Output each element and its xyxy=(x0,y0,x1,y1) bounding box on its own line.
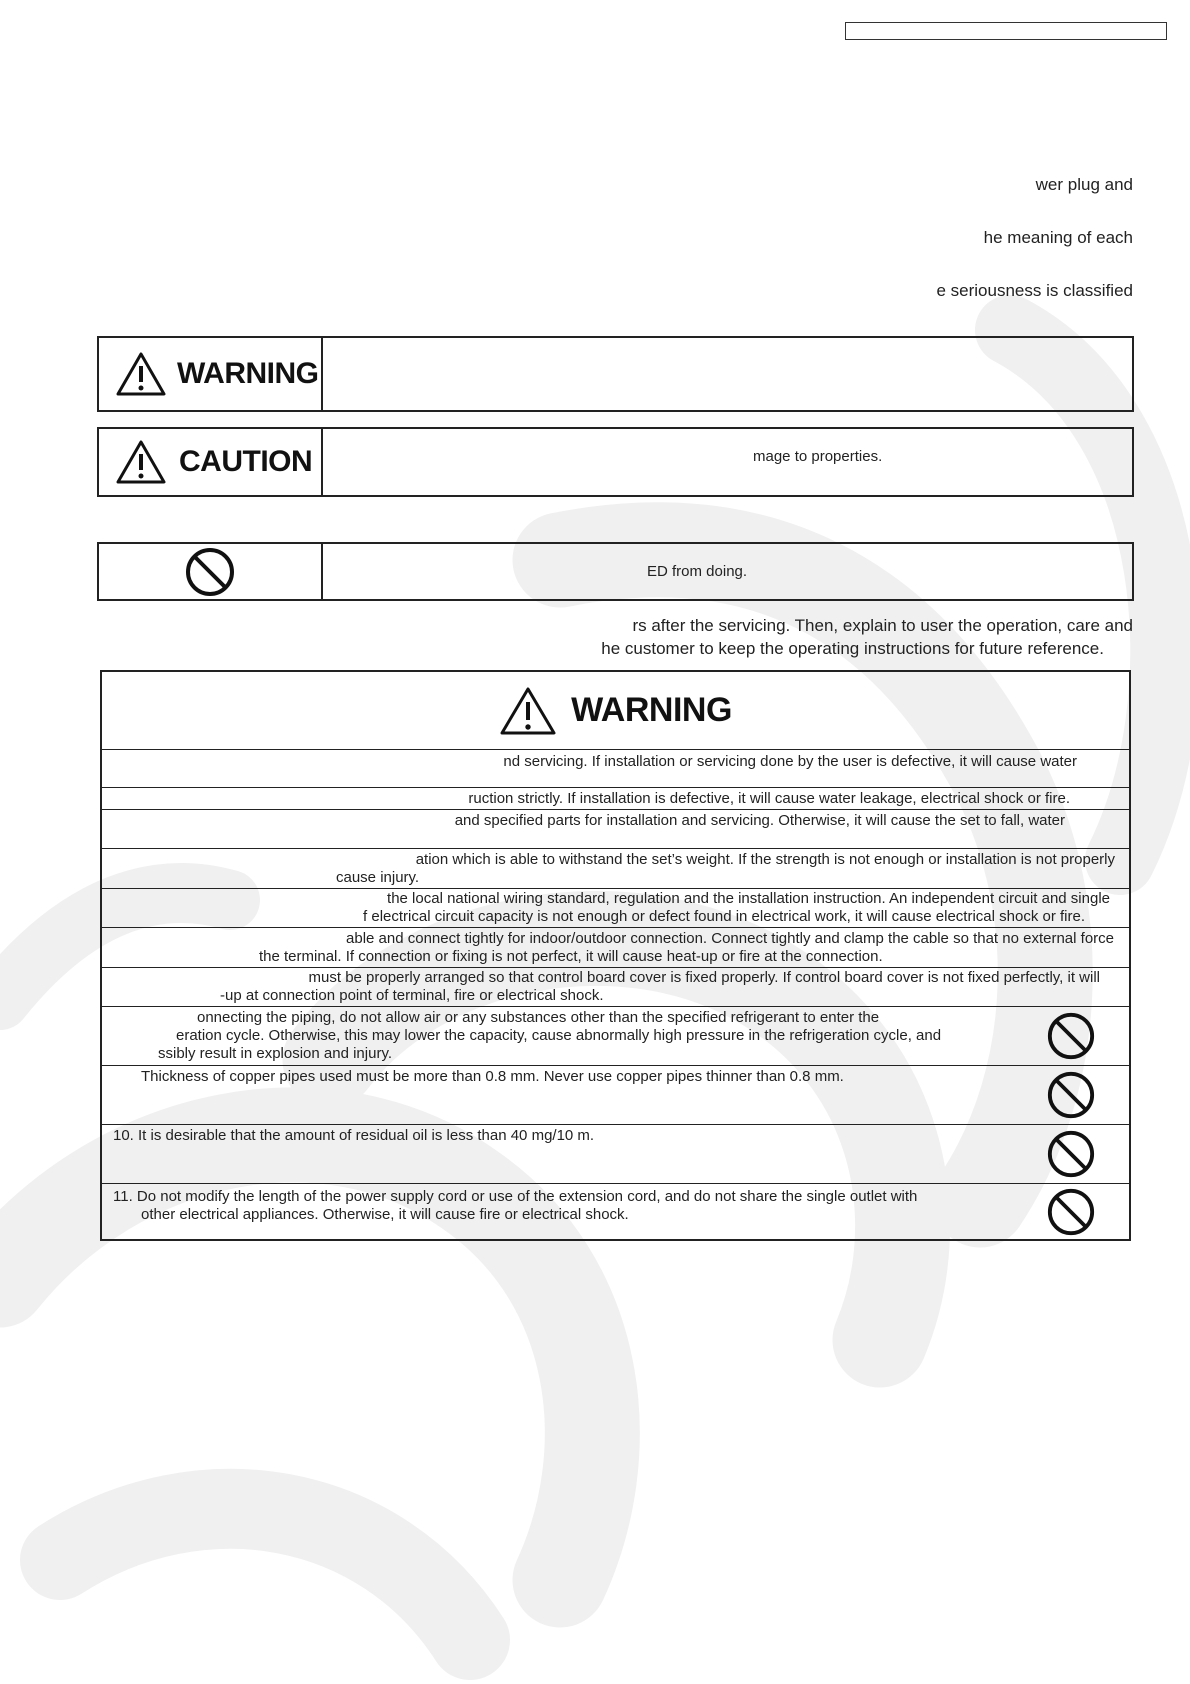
warning-triangle-icon xyxy=(115,351,167,397)
prohibition-icon xyxy=(1046,1070,1096,1120)
warning-row-7 xyxy=(102,968,1129,1007)
prohibition-icon xyxy=(1046,1011,1096,1061)
caution-label: CAUTION xyxy=(179,445,313,478)
header-box xyxy=(845,22,1167,40)
warning-row-5 xyxy=(102,889,1129,928)
prohibited-symbol-cell xyxy=(99,544,323,599)
caution-text: mage to properties. xyxy=(753,448,883,465)
warning-row-1 xyxy=(102,749,1129,788)
caution-description xyxy=(321,429,1132,495)
warning-row-8 xyxy=(102,1007,1129,1066)
caution-symbol-box xyxy=(97,427,1134,497)
note-line-2: he customer to keep the operating instructions for future reference. xyxy=(601,639,1104,658)
warning-row-10-line-1: 10. It is desirable that the amount of residual oil is less than 40 mg/10 m. xyxy=(113,1127,595,1144)
warning-triangle-icon xyxy=(499,686,557,736)
warning-row-7-line-2: -up at connection point of terminal, fire or electrical shock. xyxy=(220,987,604,1004)
warning-row-6 xyxy=(102,928,1129,968)
prohibition-icon xyxy=(1046,1187,1096,1237)
note-line-1: rs after the servicing. Then, explain to user the operation, care and xyxy=(632,616,1133,635)
warning-row-11-line-1: 11. Do not modify the length of the power supply cord or use of the extension cord, and do not share the single outlet with xyxy=(113,1188,918,1205)
warning-row-11-line-2: other electrical appliances. Otherwise, it will cause fire or electrical shock. xyxy=(141,1206,629,1223)
warning-label: WARNING xyxy=(177,357,319,390)
warning-row-9 xyxy=(102,1066,1129,1125)
warning-row-4-line-1: ation which is able to withstand the set’s weight. If the strength is not enough or installation is not properly xyxy=(415,851,1115,868)
prohibited-symbol-box xyxy=(97,542,1134,601)
warning-row-6-line-2: the terminal. If connection or fixing is not perfect, it will cause heat-up or fire at the connection. xyxy=(259,948,883,965)
warning-symbol-box xyxy=(97,336,1134,412)
prohibited-description xyxy=(321,544,1132,599)
prohibition-icon xyxy=(184,546,236,598)
warning-row-4-line-2: cause injury. xyxy=(336,869,420,886)
warning-row-8-line-1: onnecting the piping, do not allow air or any substances other than the specified refrigerant to enter the xyxy=(197,1009,880,1026)
warning-row-6-line-1: able and connect tightly for indoor/outdoor connection. Connect tightly and clamp the cable so that no external force xyxy=(346,930,1114,947)
warning-row-5-line-1: the local national wiring standard, regulation and the installation instruction. An independent circuit and single xyxy=(387,890,1110,907)
warning-row-10 xyxy=(102,1125,1129,1184)
warning-row-2 xyxy=(102,788,1129,810)
warning-table-header xyxy=(102,672,1129,750)
warning-row-4 xyxy=(102,849,1129,889)
caution-symbol-cell xyxy=(99,429,323,495)
warning-row-3 xyxy=(102,810,1129,849)
warning-symbol-cell xyxy=(99,338,323,410)
warning-row-5-line-2: f electrical circuit capacity is not enough or defect found in electrical work, it will cause electrical shock or fire. xyxy=(363,908,1085,925)
warning-row-9-line-1: Thickness of copper pipes used must be more than 0.8 mm. Never use copper pipes thinner than 0.8 mm. xyxy=(141,1068,844,1085)
prohibited-text: ED from doing. xyxy=(647,563,748,580)
warning-row-8-line-2: eration cycle. Otherwise, this may lower the capacity, cause abnormally high pressure in the refrigeration cycle, and xyxy=(176,1027,942,1044)
warning-table-title: WARNING xyxy=(571,691,732,729)
warning-row-3-line-1: and specified parts for installation and servicing. Otherwise, it will cause the set to fall, water xyxy=(454,812,1065,829)
warning-row-11 xyxy=(102,1184,1129,1241)
warning-row-2-line-1: ruction strictly. If installation is defective, it will cause water leakage, electrical shock or fire. xyxy=(468,790,1070,807)
intro-line-3: e seriousness is classified xyxy=(936,281,1133,300)
warning-row-8-line-3: ssibly result in explosion and injury. xyxy=(158,1045,393,1062)
warning-row-7-line-1: must be properly arranged so that control board cover is fixed properly. If control board cover is not fixed perfectly, it will xyxy=(308,969,1100,986)
warning-table xyxy=(100,670,1131,1241)
intro-line-1: wer plug and xyxy=(1035,175,1133,194)
prohibition-icon xyxy=(1046,1129,1096,1179)
warning-row-1-line-1: nd servicing. If installation or servicing done by the user is defective, it will cause water xyxy=(503,753,1077,770)
warning-description xyxy=(321,338,1132,410)
intro-line-2: he meaning of each xyxy=(983,228,1133,247)
caution-triangle-icon xyxy=(115,439,167,485)
